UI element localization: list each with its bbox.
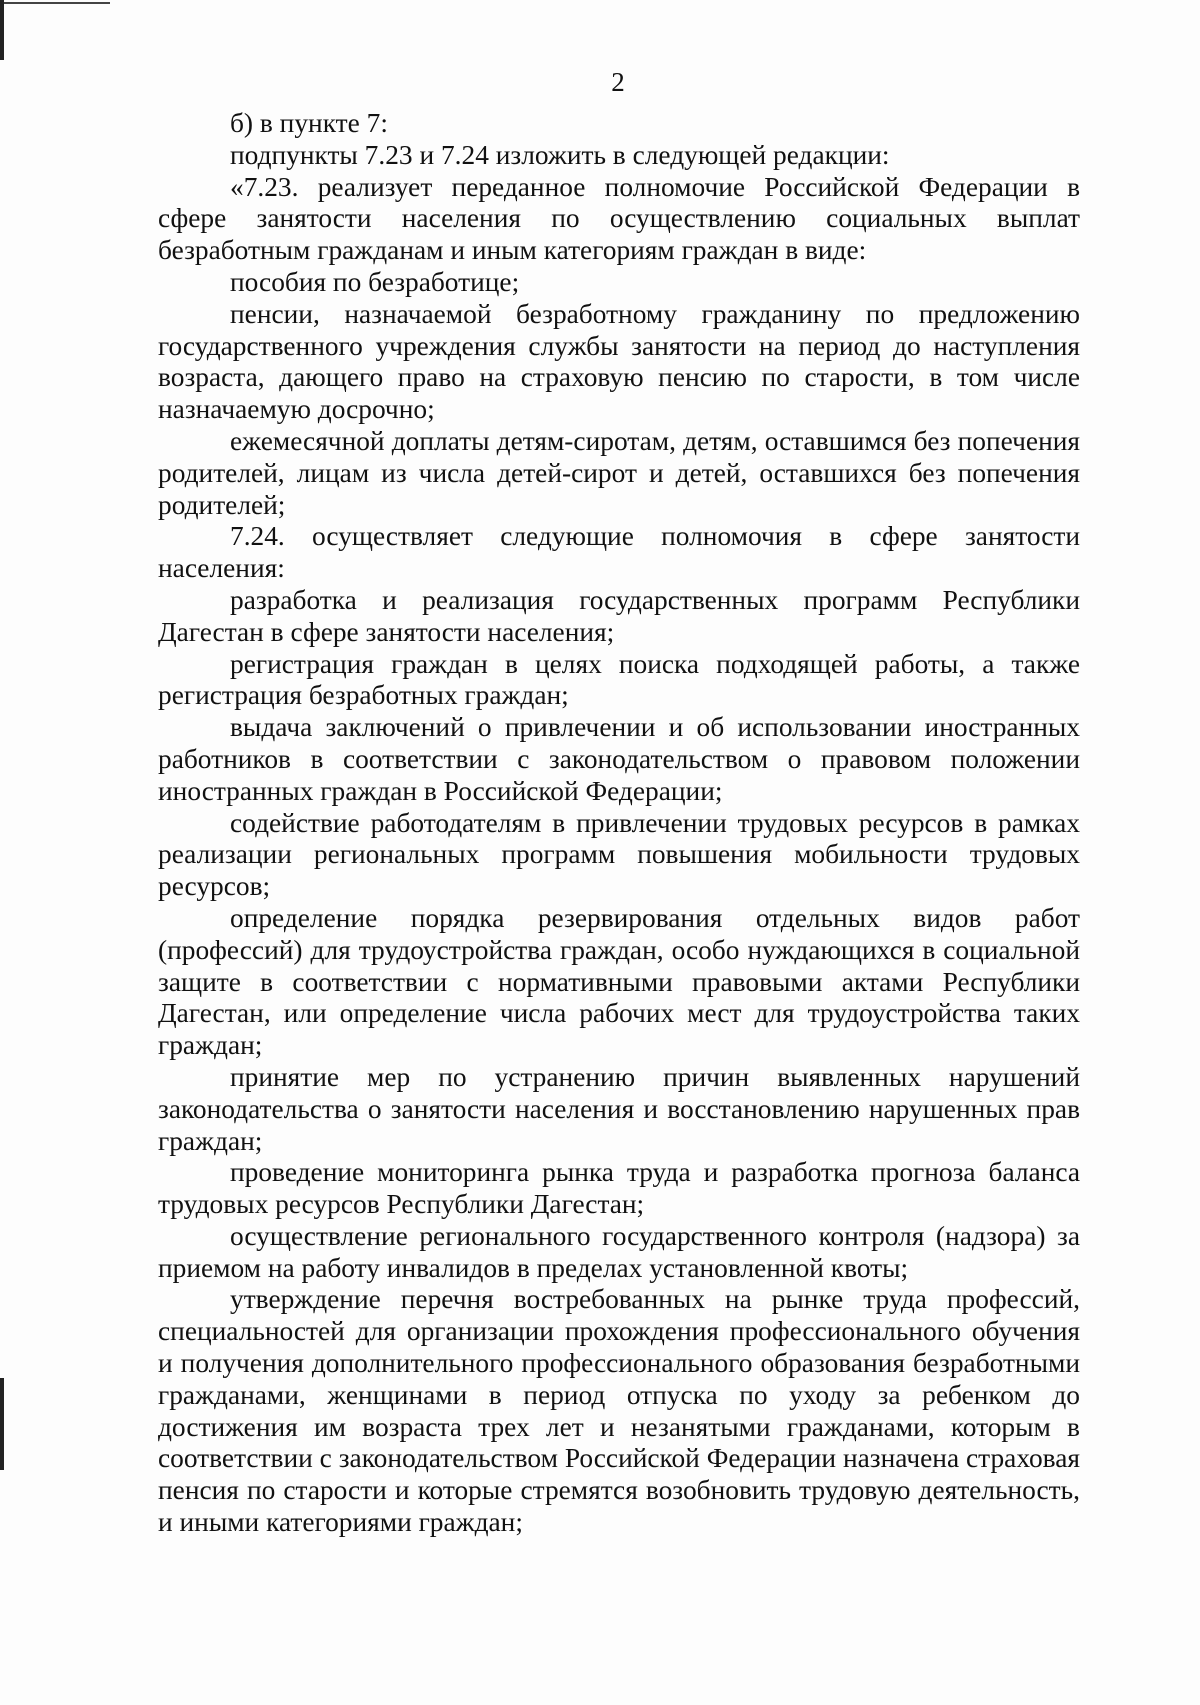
paragraph: подпункты 7.23 и 7.24 изложить в следующей редакции: (230, 139, 890, 170)
paragraph: разработка и реализация государственных программ Республики Дагестан в сфере занятости населения; (158, 584, 1080, 647)
paragraph: пенсии, назначаемой безработному гражданину по предложению государственного учреждения службы занятости на период до наступления возраста, дающего право на страховую пенсию по старости, в том числе назначаемую досрочно; (158, 298, 1080, 425)
paragraph: осуществление регионального государственного контроля (надзора) за приемом на работу инвалидов в пределах установленной квоты; (158, 1220, 1080, 1283)
scan-artifact (0, 1378, 4, 1470)
paragraph: определение порядка резервирования отдельных видов работ (профессий) для трудоустройства граждан, особо нуждающихся в социальной защите в соответствии с нормативными правовыми актами Республики Дагестан, или определение числа рабочих мест для трудоустройства таких граждан; (158, 902, 1080, 1061)
paragraph: выдача заключений о привлечении и об использовании иностранных работников в соответствии с законодательством о правовом положении иностранных граждан в Российской Федерации; (158, 712, 1080, 806)
paragraph: регистрация граждан в целях поиска подходящей работы, а также регистрация безработных граждан; (158, 648, 1080, 711)
paragraph: 7.24. осуществляет следующие полномочия в сфере занятости населения: (158, 521, 1080, 584)
scan-artifact (0, 0, 4, 60)
scan-artifact (0, 2, 110, 4)
paragraph: утверждение перечня востребованных на рынке труда профессий, специальностей для организации прохождения профессионального обучения и получения дополнительного профессионального образования безработными гражданами, женщинами в период отпуска по уходу за ребенком до достижения им возраста трех лет и незанятыми гражданами, которым в соответствии с законодательством Российской Федерации назначена страховая пенсия по старости и которые стремятся возобновить трудовую деятельность, и иными категориями граждан; (158, 1284, 1080, 1538)
paragraph: б) в пункте 7: (230, 108, 388, 138)
page-number: 2 (611, 67, 625, 97)
paragraph: проведение мониторинга рынка труда и разработка прогноза баланса трудовых ресурсов Республики Дагестан; (158, 1157, 1080, 1220)
paragraph: пособия по безработице; (230, 266, 520, 297)
paragraph: «7.23. реализует переданное полномочие Российской Федерации в сфере занятости населения по осуществлению социальных выплат безработным гражданам и иным категориям граждан в виде: (158, 171, 1080, 266)
paragraph: содействие работодателям в привлечении трудовых ресурсов в рамках реализации региональных программ повышения мобильности трудовых ресурсов; (158, 807, 1080, 902)
document-body (158, 108, 1080, 1539)
paragraph: ежемесячной доплаты детям-сиротам, детям, оставшимся без попечения родителей, лицам из числа детей-сирот и детей, оставшихся без попечения родителей; (158, 425, 1080, 520)
paragraph: принятие мер по устранению причин выявленных нарушений законодательства о занятости населения и восстановлению нарушенных прав граждан; (158, 1061, 1080, 1156)
